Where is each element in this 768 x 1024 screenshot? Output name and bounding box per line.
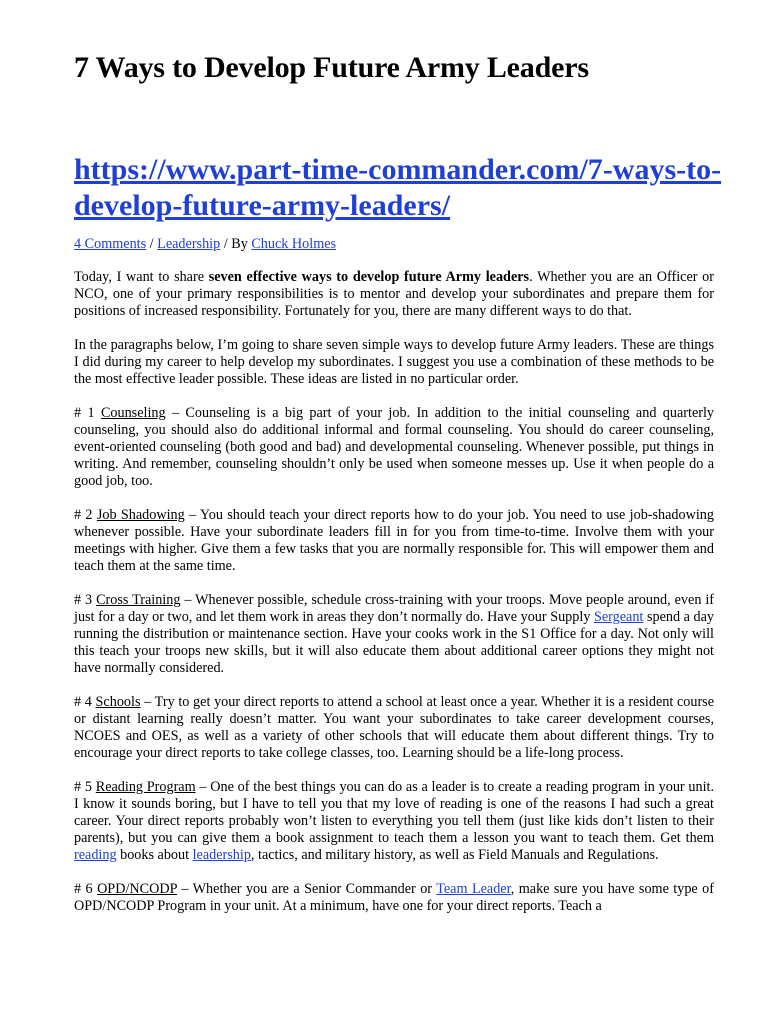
item-text: books about: [116, 847, 193, 863]
comments-link[interactable]: 4 Comments: [74, 236, 147, 252]
item-opd-ncodp: [74, 881, 714, 915]
item-number: # 5: [74, 779, 96, 795]
item-number: # 2: [74, 507, 97, 523]
item-number: # 6: [74, 881, 98, 897]
item-text: – Try to get your direct reports to attend a school at least once a year. Whether it is a resident course or distant learning really doesn’t matter. You want your subordinates to take career development courses, NCOES and OES, as well as a variety of other schools that will educate them about different things. Try to encourage your direct reports to take college classes, too. Learning should be a life-long process.: [74, 694, 714, 761]
leadership-link[interactable]: leadership: [192, 847, 251, 863]
item-schools: [74, 694, 714, 762]
intro-paragraph-2: In the paragraphs below, I’m going to share seven simple ways to develop future Army leaders. These are things I did during my career to help develop my subordinates. I suggest you use a combination of these methods to be the most effective leader possible. These ideas are listed in no particular order.: [74, 337, 714, 387]
category-link[interactable]: Leadership: [157, 236, 221, 252]
meta-separator: /: [146, 236, 158, 252]
post-meta: [74, 236, 336, 253]
intro-bold-text: seven effective ways to develop future Army leaders: [208, 269, 530, 285]
sergeant-link[interactable]: Sergeant: [593, 609, 644, 625]
page-title: 7 Ways to Develop Future Army Leaders: [74, 51, 589, 84]
item-heading: Cross Training: [96, 592, 181, 608]
item-text: – Whenever possible, schedule cross-training with your troops. Move people around, even if just for a day or two, and let them work in areas they don’t normally do. Have your Supply: [74, 592, 715, 625]
intro-text-end: . Whether you are an Officer or NCO, one of your primary responsibilities is to mentor and develop your subordinates and prepare them for positions of increased responsibility. Fortunately for you, there are many different ways to do that.: [74, 269, 714, 319]
item-counseling: [74, 405, 714, 490]
reading-link[interactable]: reading: [74, 847, 117, 863]
item-heading: Job Shadowing: [96, 507, 185, 523]
article-body: [74, 269, 714, 932]
intro-paragraph: [74, 269, 714, 320]
item-reading-program: [74, 779, 714, 864]
item-heading: Schools: [95, 694, 141, 710]
item-number: # 4: [74, 694, 96, 710]
article-url-link[interactable]: https://www.part-time-commander.com/7-ways-to-develop-future-army-leaders/: [74, 153, 722, 222]
item-text: – Whether you are a Senior Commander or: [176, 881, 437, 897]
item-text: – One of the best things you can do as a leader is to create a reading program in your unit. I know it sounds boring, but I have to tell you that my love of reading is one of the reasons I had such a great career. Your direct reports probably won’t listen to everything you tell them (just like kids don’t listen to their parents), but you can give them a book assignment to teach them a lesson you want to teach them. Get them: [74, 779, 715, 846]
item-number: # 3: [74, 592, 97, 608]
team-leader-link[interactable]: Team Leader: [436, 881, 511, 897]
meta-by: / By: [220, 236, 252, 252]
item-text: – You should teach your direct reports how to do your job. You need to use job-shadowing whenever possible. Have your subordinate leaders fill in for you from time-to-time. Involve them with your meetings with higher. Give them a few tasks that you are normally responsible for. This will empower them and teach them at the same time.: [74, 507, 714, 574]
item-text: , tactics, and military history, as well as Field Manuals and Regulations.: [250, 847, 659, 863]
item-text: – Counseling is a big part of your job. In addition to the initial counseling and quarterly counseling, you should also do additional informal and formal counseling. You should do career counseling, event-oriented counseling (both good and bad) and developmental counseling. Whenever possible, put things in writing. And remember, counseling shouldn’t only be used when someone messes up. Use it when people do a good job, too.: [74, 405, 715, 489]
item-heading: Reading Program: [95, 779, 196, 795]
intro-text-start: Today, I want to share: [74, 269, 209, 285]
item-text: spend a day running the distribution or maintenance section. Have your cooks work in the S1 Office for a day. Not only will this teach your troops new skills, but it will also educate them about additional career options they might not have normally considered.: [74, 609, 714, 676]
item-heading: Counseling: [100, 405, 166, 421]
item-job-shadowing: [74, 507, 714, 575]
item-heading: OPD/NCODP: [97, 881, 177, 897]
author-link[interactable]: Chuck Holmes: [251, 236, 337, 252]
item-cross-training: [74, 592, 714, 677]
item-text: , make sure you have some type of OPD/NCODP Program in your unit. At a minimum, have one for your direct reports. Teach a: [74, 881, 714, 914]
item-number: # 1: [74, 405, 101, 421]
